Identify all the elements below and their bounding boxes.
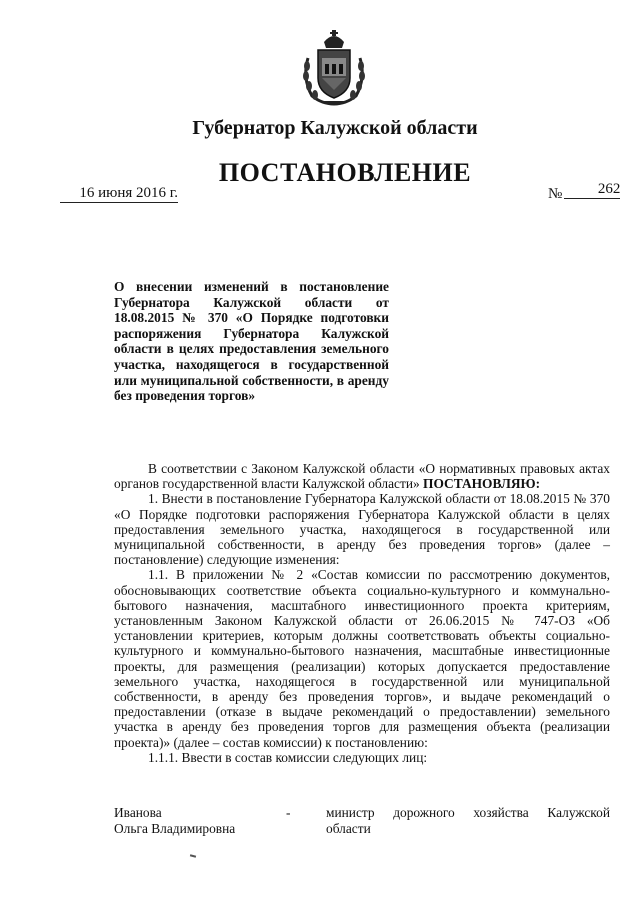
document-number [548,181,621,204]
member-dash: - [286,805,291,820]
item-1: 1. Внести в постановление Губернатора Калужской области от 18.08.2015 № 370 «О Порядке подготовки распоряжения Губернатора Калужской области в целях предоставления земельного участка, находящегося в государственной или муниципальной собственности, в аренду без проведения торгов» (далее – постановление) следующие изменения: [114,491,610,568]
resolve-word: ПОСТАНОВЛЯЮ: [423,476,541,492]
item-1-1-1: 1.1.1. Ввести в состав комиссии следующих лиц: [148,749,428,765]
member-given-name: Ольга Владимировна [114,820,236,836]
member-surname: Иванова [114,805,162,820]
member-position: министр дорожного хозяйства Калужской области [326,805,610,836]
coat-of-arms-icon [298,28,370,108]
scan-mark [190,854,196,857]
intro-paragraph [114,461,610,491]
number-value: 262 [564,180,620,199]
document-subject: О внесении изменений в постановление Губернатора Калужской области от 18.08.2015 № 370 «О Порядке подготовки распоряжения Губернатора Калужской области в целях предоставления земельного участка, находящегося в государственной или муниципальной собственности, в аренду без проведения торгов» [114,279,389,404]
member-name [114,805,264,836]
document-date: 16 июня 2016 г. [60,184,178,203]
intro-text: В соответствии с Законом Калужской области «О нормативных правовых актах органов государственной власти Калужской области» [114,461,610,492]
governor-title: Губернатор Калужской области [192,117,478,139]
document-type-heading: ПОСТАНОВЛЕНИЕ [218,158,472,187]
number-label: № [548,186,563,202]
item-1-1: 1.1. В приложении № 2 «Состав комиссии по рассмотрению документов, обосновывающих соответствие объекта социально-культурного и коммунально-бытового назначения, масштабного инвестиционного проекта критериям, установленным Законом Калужской области от 26.06.2015 № 747-ОЗ «Об установлении критериев, которым должны соответствовать объекты социально-культурного и коммунально-бытового назначения, масштабные инвестиционные проекты, для размещения (реализации) которых допускается предоставление земельного участка, находящегося в государственной или муниципальной собственности, в аренду без проведения торгов», и выдаче рекомендаций о предоставлении (отказе в выдаче рекомендаций о предоставлении) земельного участка в аренду без проведения торгов для размещения объекта (реализации проекта)» (далее – состав комиссии) к постановлению: [114,567,610,750]
document-body [114,461,610,765]
